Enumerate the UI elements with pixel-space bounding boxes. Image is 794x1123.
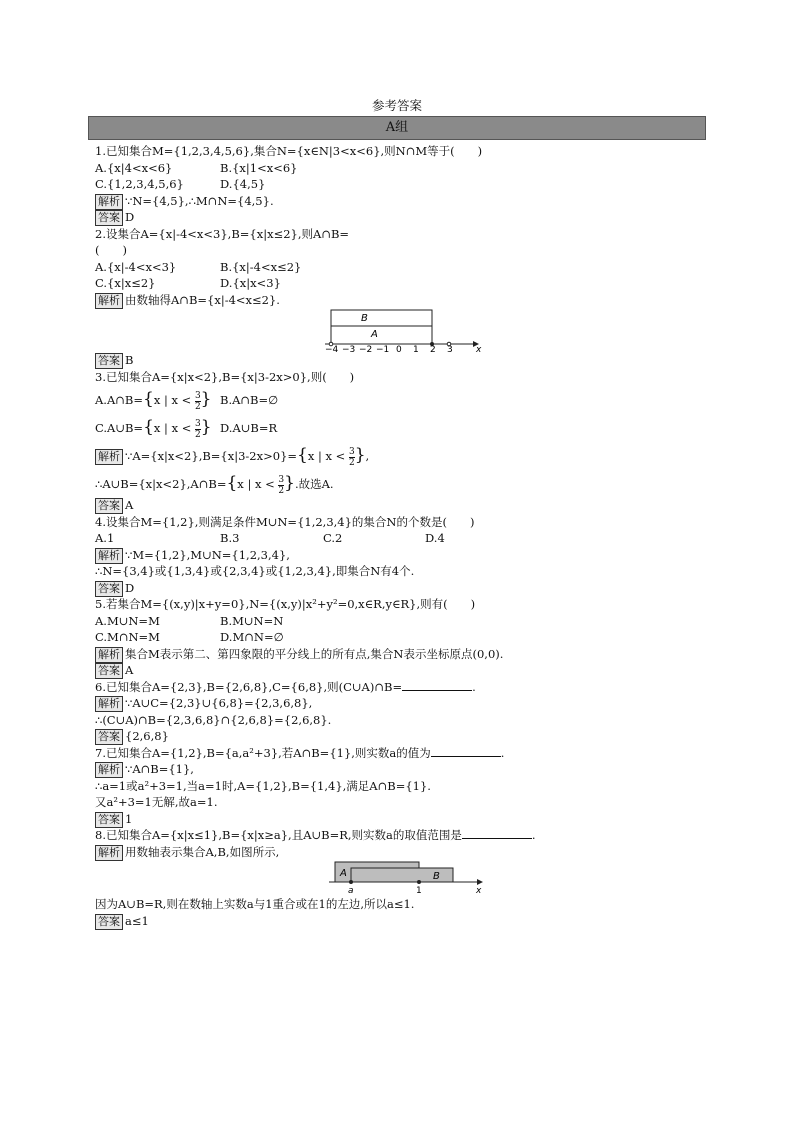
q2-number-line	[95, 308, 695, 352]
q2-analysis-text: 由数轴得A∩B={x|-4<x≤2}.	[125, 292, 280, 307]
q4-analysis-2: ∴N={3,4}或{1,3,4}或{2,3,4}或{1,2,3,4},即集合N有4个.	[95, 564, 415, 578]
answer-tag: 答案	[95, 663, 123, 679]
q4-option-a: A.1	[95, 531, 115, 545]
point-1	[417, 880, 421, 884]
frac-den: 2	[348, 457, 355, 468]
q6-blank	[402, 679, 472, 691]
frac-num: 3	[195, 418, 201, 429]
q8-stem	[95, 827, 695, 844]
q8-number-line-svg	[95, 860, 695, 896]
analysis-tag: 解析	[95, 293, 123, 309]
q5-analysis	[95, 646, 695, 663]
q1-answer	[95, 209, 695, 226]
q2-option-b: B.{x|-4<x≤2}	[220, 259, 302, 274]
q2-stem-2: ( )	[95, 243, 127, 257]
q5-answer-text: A	[125, 663, 134, 677]
q3-analysis-1-end: ,	[365, 449, 370, 463]
frac-num: 3	[348, 446, 355, 457]
tick-0: 0	[396, 345, 402, 352]
q4-options	[95, 530, 695, 547]
q3-option-b: B.A∩B=∅	[220, 393, 279, 407]
q6-analysis-2: ∴(C∪A)∩B={2,3,6,8}∩{2,6,8}={2,6,8}.	[95, 712, 332, 727]
axis-var: x	[476, 345, 482, 352]
q8-answer-text: a≤1	[125, 913, 149, 928]
q3-option-c: C.A∪B={x | x < $\frac{3}{2}$ }	[95, 417, 212, 440]
tick-minus-1: −1	[376, 345, 390, 352]
q5-option-d: D.M∩N=∅	[220, 630, 284, 644]
axis-tick-labels	[325, 345, 482, 352]
q3-options-ab	[95, 385, 695, 413]
q3-option-a-set: x | x <	[153, 393, 192, 407]
q1-stem: 1.已知集合M={1,2,3,4,5,6},集合N={x∈N|3<x<6},则N∩M等于( )	[95, 144, 483, 158]
q5-options	[95, 613, 695, 630]
q2-option-a: A.{x|-4<x<3}	[95, 259, 177, 274]
q5-option-b: B.M∪N=N	[220, 613, 284, 628]
q8-number-line	[95, 860, 695, 896]
q1-analysis-text: ∵N={4,5},∴M∩N={4,5}.	[125, 193, 274, 208]
tick-1: 1	[416, 886, 422, 896]
analysis-tag: 解析	[95, 696, 123, 712]
analysis-tag: 解析	[95, 762, 123, 778]
q6-answer	[95, 728, 695, 745]
q6-stem	[95, 679, 695, 696]
label-a: A	[340, 868, 347, 879]
tick-2: 2	[430, 345, 436, 352]
q7-stem	[95, 745, 695, 762]
q4-stem: 4.设集合M={1,2},则满足条件M∪N={1,2,3,4}的集合N的个数是( )	[95, 514, 475, 529]
q3-analysis-2-set: x | x <	[237, 477, 275, 491]
q7-stem-text: 7.已知集合A={1,2},B={a,a²+3},若A∩B={1},则实数a的值为	[95, 745, 431, 760]
answer-tag: 答案	[95, 498, 123, 514]
q8-stem-end: .	[531, 828, 536, 842]
q1-option-a: A.{x|4<x<6}	[95, 160, 173, 175]
q4-option-b: B.3	[220, 531, 240, 545]
analysis-tag: 解析	[95, 647, 123, 663]
frac-den: 2	[195, 429, 201, 440]
q1-options-2	[95, 176, 695, 193]
q2-option-d: D.{x|x<3}	[220, 276, 281, 290]
analysis-tag: 解析	[95, 194, 123, 210]
q4-analysis-1	[95, 547, 695, 564]
q3-options-cd	[95, 413, 695, 441]
q8-answer	[95, 913, 695, 930]
q7-analysis-3: 又a²+3=1无解,故a=1.	[95, 795, 218, 809]
q4-answer-text: D	[125, 580, 135, 595]
tick-3: 3	[447, 345, 453, 352]
q2-answer	[95, 352, 695, 369]
frac-num: 3	[278, 474, 285, 485]
q5-options-2	[95, 629, 695, 646]
axis-var: x	[476, 886, 482, 896]
point-a	[349, 880, 353, 884]
frac-den: 2	[278, 485, 285, 496]
q8-analysis-2: 因为A∪B=R,则在数轴上实数a与1重合或在1的左边,所以a≤1.	[95, 897, 415, 911]
tick-a: a	[348, 886, 354, 896]
q7-stem-end: .	[500, 745, 505, 760]
q8-analysis-1-text: 用数轴表示集合A,B,如图所示,	[125, 844, 280, 859]
q6-analysis-1	[95, 695, 695, 712]
q1-options	[95, 160, 695, 177]
q8-blank	[462, 827, 532, 839]
q4-option-c: C.2	[323, 531, 343, 545]
q2-options	[95, 259, 695, 276]
tick-minus-3: −3	[342, 345, 356, 352]
q3-analysis-2-end: .故选A.	[294, 477, 334, 491]
q7-analysis-1	[95, 761, 695, 778]
label-b: B	[361, 313, 368, 324]
q1-analysis	[95, 193, 695, 210]
q2-analysis	[95, 292, 695, 309]
q3-analysis-2: ∴A∪B={x|x<2},A∩B={x | x < $\frac{3}{2}$ }.故选A.	[95, 473, 334, 496]
q3-option-c-set: x | x <	[153, 421, 192, 435]
q4-analysis-1-text: ∵M={1,2},M∪N={1,2,3,4},	[125, 547, 290, 562]
q4-option-d: D.4	[425, 531, 445, 545]
frac-den: 2	[194, 401, 201, 412]
q3-analysis-1: 解析 ∵A={x|x<2},B={x|3-2x>0}={x | x < $\frac{3}{2}$ },	[95, 441, 695, 469]
q5-option-a: A.M∪N=M	[95, 613, 160, 628]
analysis-tag: 解析	[95, 548, 123, 564]
tick-1: 1	[413, 345, 419, 352]
axis-arrow	[477, 879, 483, 885]
q3-option-c-prefix: C.A∪B=	[95, 421, 144, 435]
q1-option-c: C.{1,2,3,4,5,6}	[95, 177, 184, 191]
answer-tag: 答案	[95, 729, 123, 745]
label-b: B	[433, 871, 440, 882]
q6-analysis-1-text: ∵A∪C={2,3}∪{6,8}={2,3,6,8},	[125, 696, 313, 710]
answer-tag: 答案	[95, 914, 123, 930]
q3-option-a-prefix: A.A∩B=	[95, 393, 143, 407]
q5-stem: 5.若集合M={(x,y)|x+y=0},N={(x,y)|x²+y²=0,x∈R,y∈R},则有( )	[95, 597, 476, 611]
q7-analysis-1-text: ∵A∩B={1},	[125, 762, 194, 776]
q2-number-line-svg	[95, 308, 695, 352]
q3-analysis-1-text: ∵A={x|x<2},B={x|3-2x>0}=	[125, 449, 298, 463]
q2-answer-text: B	[125, 353, 134, 367]
q3-analysis-2-text: ∴A∪B={x|x<2},A∩B=	[95, 477, 227, 491]
analysis-tag: 解析	[95, 449, 123, 465]
tick-minus-4: −4	[325, 345, 339, 352]
answer-tag: 答案	[95, 353, 123, 369]
label-a: A	[371, 329, 378, 340]
q3-option-d: D.A∪B=R	[220, 421, 278, 435]
set-b-bracket	[331, 310, 432, 344]
q3-option-a: A.A∩B={x | x < $\frac{3}{2}$ }	[95, 389, 212, 412]
q7-analysis-2: ∴a=1或a²+3=1,当a=1时,A={1,2},B={1,4},满足A∩B={1}.	[95, 778, 431, 793]
group-header: A组	[88, 116, 706, 140]
q2-option-c: C.{x|x≤2}	[95, 276, 156, 290]
answer-tag: 答案	[95, 812, 123, 828]
q3-stem: 3.已知集合A={x|x<2},B={x|3-2x>0},则( )	[95, 369, 355, 384]
q2-options-2	[95, 275, 695, 292]
q3-answer	[95, 497, 695, 514]
q4-answer	[95, 580, 695, 597]
answer-tag: 答案	[95, 581, 123, 597]
q7-answer-text: 1	[125, 811, 133, 826]
q6-answer-text: {2,6,8}	[125, 729, 169, 743]
page-title: 参考答案	[371, 98, 422, 113]
answer-content	[95, 143, 695, 929]
q6-stem-text: 6.已知集合A={2,3},B={2,6,8},C={6,8},则(C∪A)∩B=	[95, 679, 403, 694]
q5-analysis-text: 集合M表示第二、第四象限的平分线上的所有点,集合N表示坐标原点(0,0).	[125, 646, 504, 661]
q1-answer-text: D	[125, 210, 135, 224]
q5-answer	[95, 662, 695, 679]
q1-option-d: D.{4,5}	[220, 177, 266, 191]
answer-tag: 答案	[95, 210, 123, 226]
q8-analysis-1	[95, 844, 695, 861]
q2-stem: 2.设集合A={x|-4<x<3},B={x|x≤2},则A∩B=	[95, 226, 350, 241]
analysis-tag: 解析	[95, 845, 123, 861]
q3-answer-text: A	[125, 498, 134, 512]
q3-analysis-1-set: x | x <	[307, 449, 346, 463]
frac-num: 3	[194, 390, 201, 401]
q8-stem-text: 8.已知集合A={x|x≤1},B={x|x≥a},且A∪B=R,则实数a的取值范围是	[95, 828, 462, 842]
q5-option-c: C.M∩N=M	[95, 630, 160, 644]
q6-stem-end: .	[472, 679, 476, 694]
tick-minus-2: −2	[359, 345, 373, 352]
q7-blank	[431, 745, 501, 757]
q1-option-b: B.{x|1<x<6}	[220, 160, 298, 175]
q7-answer	[95, 811, 695, 828]
